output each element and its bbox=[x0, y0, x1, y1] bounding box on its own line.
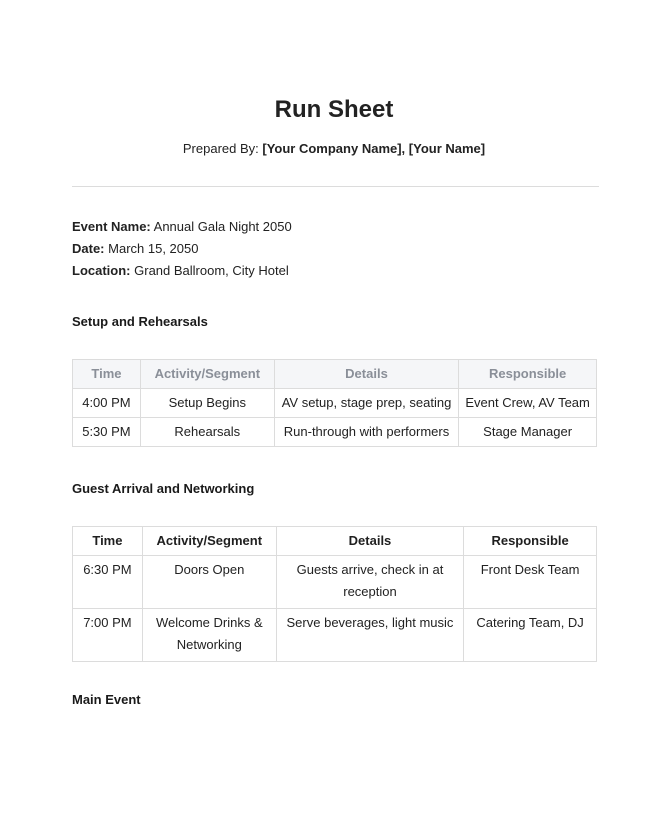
table-header-row bbox=[73, 527, 597, 556]
column-header-activity: Activity/Segment bbox=[142, 527, 276, 556]
table-row bbox=[73, 609, 597, 662]
cell-activity: Rehearsals bbox=[140, 418, 274, 447]
table-row bbox=[73, 556, 597, 609]
cell-details: Guests arrive, check in at reception bbox=[276, 556, 463, 609]
column-header-responsible: Responsible bbox=[459, 360, 597, 389]
section-heading-arrival: Guest Arrival and Networking bbox=[72, 481, 255, 496]
event-date-label: Date: bbox=[72, 241, 105, 256]
document-title: Run Sheet bbox=[274, 96, 394, 123]
setup-table bbox=[72, 359, 597, 447]
table-row bbox=[73, 418, 597, 447]
event-location-value: Grand Ballroom, City Hotel bbox=[134, 263, 289, 278]
cell-details: AV setup, stage prep, seating bbox=[274, 389, 458, 418]
column-header-time: Time bbox=[73, 360, 141, 389]
event-date-value: March 15, 2050 bbox=[108, 241, 199, 256]
cell-details: Serve beverages, light music bbox=[276, 609, 463, 662]
event-date-line bbox=[72, 241, 198, 256]
arrival-table bbox=[72, 526, 597, 662]
column-header-responsible: Responsible bbox=[464, 527, 597, 556]
section-heading-main-event: Main Event bbox=[72, 692, 141, 707]
event-location-line bbox=[72, 263, 289, 278]
cell-activity: Welcome Drinks & Networking bbox=[142, 609, 276, 662]
cell-time: 4:00 PM bbox=[73, 389, 141, 418]
prepared-by-value: [Your Company Name], [Your Name] bbox=[262, 141, 486, 156]
section-heading-setup: Setup and Rehearsals bbox=[72, 314, 208, 329]
cell-responsible: Catering Team, DJ bbox=[464, 609, 597, 662]
cell-time: 6:30 PM bbox=[73, 556, 143, 609]
event-name-label: Event Name: bbox=[72, 219, 151, 234]
cell-time: 7:00 PM bbox=[73, 609, 143, 662]
prepared-by-label: Prepared By: bbox=[182, 141, 259, 156]
cell-activity: Doors Open bbox=[142, 556, 276, 609]
event-location-label: Location: bbox=[72, 263, 131, 278]
header-divider bbox=[72, 186, 599, 187]
event-name-value: Annual Gala Night 2050 bbox=[153, 219, 292, 234]
table-row bbox=[73, 389, 597, 418]
event-name-line bbox=[72, 219, 292, 234]
cell-responsible: Stage Manager bbox=[459, 418, 597, 447]
prepared-by-line bbox=[0, 141, 668, 156]
column-header-details: Details bbox=[274, 360, 458, 389]
cell-details: Run-through with performers bbox=[274, 418, 458, 447]
column-header-time: Time bbox=[73, 527, 143, 556]
cell-activity: Setup Begins bbox=[140, 389, 274, 418]
table-header-row bbox=[73, 360, 597, 389]
cell-responsible: Event Crew, AV Team bbox=[459, 389, 597, 418]
column-header-details: Details bbox=[276, 527, 463, 556]
cell-responsible: Front Desk Team bbox=[464, 556, 597, 609]
column-header-activity: Activity/Segment bbox=[140, 360, 274, 389]
cell-time: 5:30 PM bbox=[73, 418, 141, 447]
